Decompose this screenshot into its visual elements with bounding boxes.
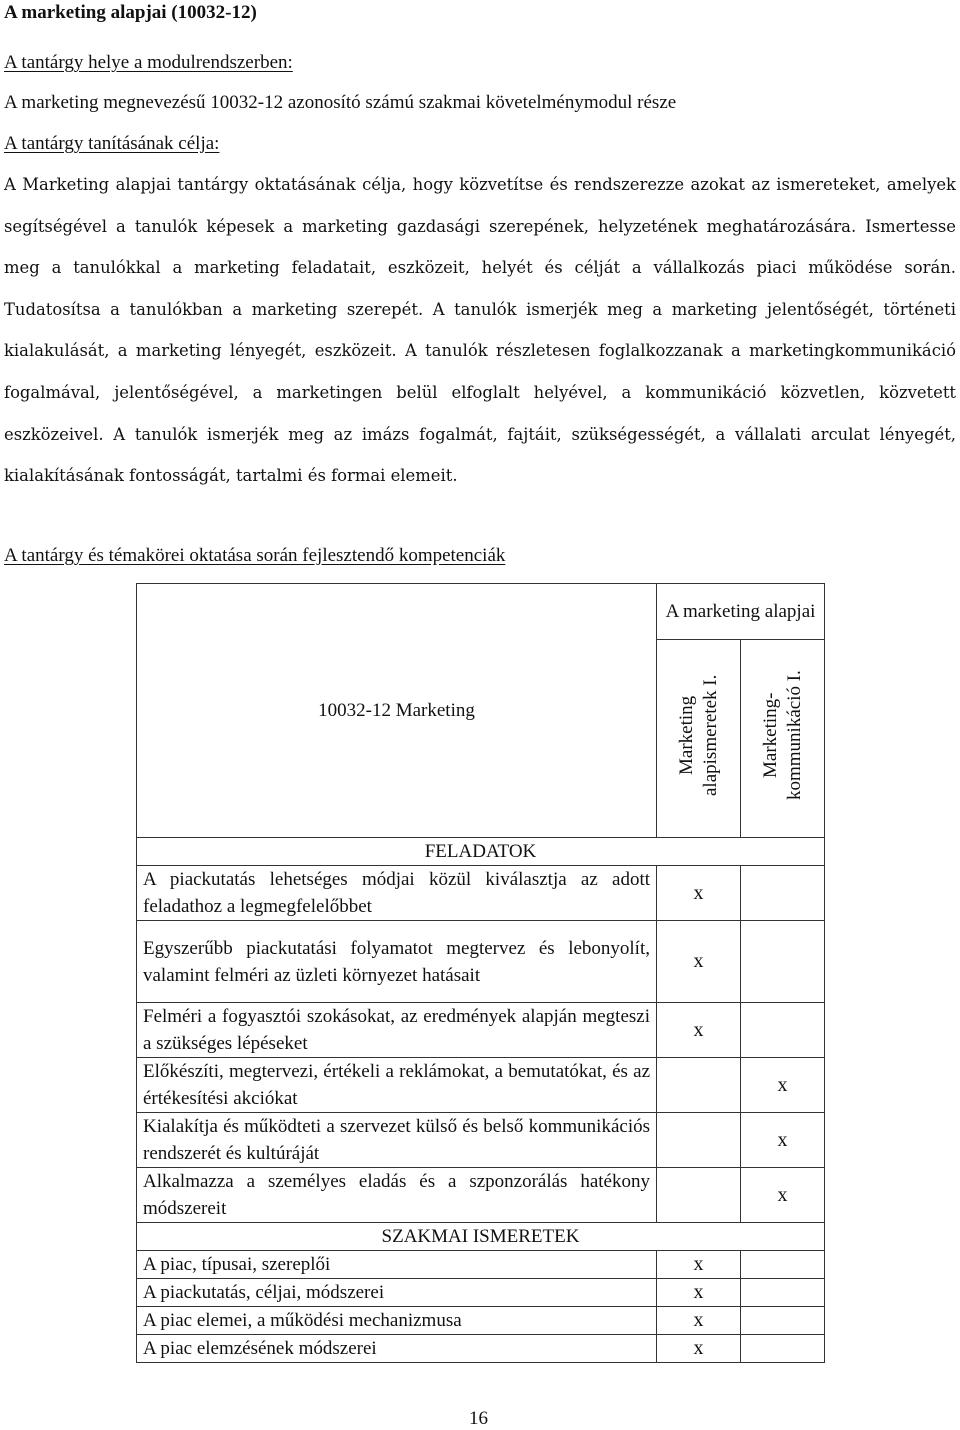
knowledge-text: A piac, típusai, szereplői bbox=[137, 1251, 657, 1279]
task-mark-col2 bbox=[741, 1003, 825, 1058]
column-2-label: Marketing-kommunikáció I. bbox=[759, 669, 805, 800]
place-text: A marketing megnevezésű 10032-12 azonosító számú szakmai követelménymodul része bbox=[4, 92, 677, 113]
task-mark-col1 bbox=[657, 1168, 741, 1223]
task-mark-col2: x bbox=[741, 1168, 825, 1223]
section-heading-place: A tantárgy helye a modulrendszerben: bbox=[4, 52, 293, 73]
competence-table bbox=[136, 583, 825, 1363]
knowledge-text: A piackutatás, céljai, módszerei bbox=[137, 1279, 657, 1307]
task-mark-col1: x bbox=[657, 921, 741, 1003]
knowledge-row bbox=[137, 1279, 825, 1307]
knowledge-text: A piac elemzésének módszerei bbox=[137, 1335, 657, 1363]
task-row bbox=[137, 1168, 825, 1223]
knowledge-row bbox=[137, 1251, 825, 1279]
task-text: Előkészíti, megtervezi, értékeli a reklámokat, a bemutatókat, és az értékesítési akciókat bbox=[137, 1058, 657, 1113]
subject-header-cell bbox=[657, 584, 825, 640]
page-number: 16 bbox=[469, 1408, 488, 1429]
column-1-label: Marketing alapismeretek I. bbox=[675, 673, 721, 796]
task-row bbox=[137, 921, 825, 1003]
task-mark-col1 bbox=[657, 1058, 741, 1113]
knowledge-mark-col2 bbox=[741, 1335, 825, 1363]
section-row-knowledge: SZAKMAI ISMERETEK bbox=[137, 1223, 825, 1251]
task-mark-col2: x bbox=[741, 1058, 825, 1113]
column-header-2 bbox=[741, 640, 825, 838]
knowledge-row bbox=[137, 1335, 825, 1363]
module-label: 10032-12 Marketing bbox=[318, 700, 475, 721]
task-row bbox=[137, 1113, 825, 1168]
task-row bbox=[137, 866, 825, 921]
task-text: Kialakítja és működteti a szervezet külső és belső kommunikációs rendszerét és kultúráját bbox=[137, 1113, 657, 1168]
task-mark-col2 bbox=[741, 921, 825, 1003]
knowledge-mark-col1: x bbox=[657, 1251, 741, 1279]
subject-header: A marketing alapjai bbox=[665, 600, 816, 622]
knowledge-mark-col1: x bbox=[657, 1279, 741, 1307]
task-text: Alkalmazza a személyes eladás és a szponzorálás hatékony módszereit bbox=[137, 1168, 657, 1223]
task-mark-col1: x bbox=[657, 1003, 741, 1058]
document-title: A marketing alapjai (10032-12) bbox=[4, 2, 257, 23]
task-mark-col1 bbox=[657, 1113, 741, 1168]
section-heading-competence: A tantárgy és témakörei oktatása során fejlesztendő kompetenciák bbox=[4, 545, 506, 566]
section-heading-goal: A tantárgy tanításának célja: bbox=[4, 133, 220, 154]
task-mark-col2: x bbox=[741, 1113, 825, 1168]
knowledge-row bbox=[137, 1307, 825, 1335]
module-label-cell bbox=[137, 584, 657, 838]
task-text: Egyszerűbb piackutatási folyamatot megtervez és lebonyolít, valamint felméri az üzleti környezet hatásait bbox=[137, 921, 657, 1003]
knowledge-text: A piac elemei, a működési mechanizmusa bbox=[137, 1307, 657, 1335]
column-header-1 bbox=[657, 640, 741, 838]
knowledge-mark-col2 bbox=[741, 1279, 825, 1307]
task-mark-col2 bbox=[741, 866, 825, 921]
task-row bbox=[137, 1003, 825, 1058]
task-mark-col1: x bbox=[657, 866, 741, 921]
knowledge-mark-col2 bbox=[741, 1307, 825, 1335]
knowledge-mark-col1: x bbox=[657, 1335, 741, 1363]
goal-paragraph: A Marketing alapjai tantárgy oktatásának célja, hogy közvetítse és rendszerezze azokat az ismereteket, amelyek segítségével a tanulók képesek a marketing gazdasági szerepének, helyzetének meghatározására. Ismertesse meg a tanulókkal a marketing feladatait, eszközeit, helyét és célját a vállalkozás piaci működése során. Tudatosítsa a tanulókban a marketing szerepét. A tanulók ismerjék meg a marketing jelentőségét, történeti kialakulását, a marketing lényegét, eszközeit. A tanulók részletesen foglalkozzanak a marketingkommunikáció fogalmával, jelentőségével, a marketingen belül elfoglalt helyével, a kommunikáció közvetlen, közvetett eszközeivel. A tanulók ismerjék meg az imázs fogalmát, fajtáit, szükségességét, a vállalati arculat lényegét, kialakításának fontosságát, tartalmi és formai elemeit. bbox=[4, 175, 956, 486]
task-text: Felméri a fogyasztói szokásokat, az eredmények alapján megteszi a szükséges lépéseket bbox=[137, 1003, 657, 1058]
task-text: A piackutatás lehetséges módjai közül kiválasztja az adott feladathoz a legmegfelelőbbet bbox=[137, 866, 657, 921]
section-row-tasks: FELADATOK bbox=[137, 838, 825, 866]
knowledge-mark-col2 bbox=[741, 1251, 825, 1279]
task-row bbox=[137, 1058, 825, 1113]
knowledge-mark-col1: x bbox=[657, 1307, 741, 1335]
